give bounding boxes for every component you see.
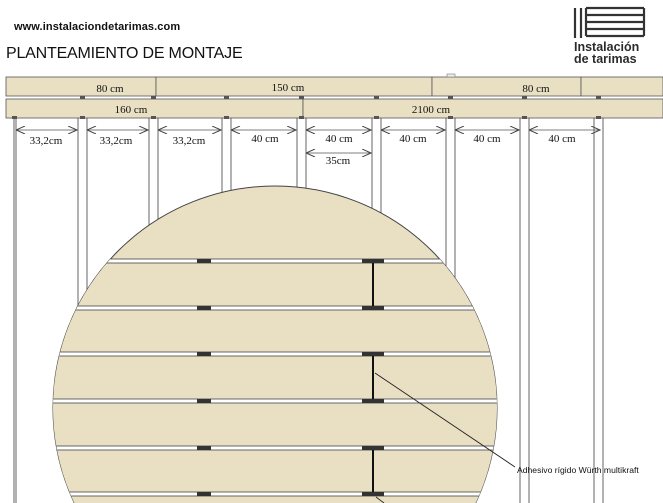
board-label: 160 cm (114, 104, 148, 116)
board-label: 80 cm (522, 83, 550, 95)
board (581, 77, 663, 96)
detail-board (20, 448, 540, 494)
spacing-label: 33,2cm (99, 135, 133, 147)
spacing-label: 40 cm (399, 133, 427, 145)
detail-board (20, 261, 540, 308)
spacing-label: 40 cm (548, 133, 576, 145)
spacing-label: 33,2cm (29, 135, 63, 147)
sub-spacing-label: 35cm (325, 155, 351, 167)
board-label: 150 cm (271, 82, 305, 94)
spacing-label: 33,2cm (172, 135, 206, 147)
board (6, 77, 156, 96)
detail-circle (20, 186, 540, 503)
logo-line-2: de tarimas (574, 52, 637, 66)
spacing-label: 40 cm (251, 133, 279, 145)
spacing-label: 40 cm (473, 133, 501, 145)
board (432, 77, 581, 96)
board-label: 80 cm (96, 83, 124, 95)
page-title: PLANTEAMIENTO DE MONTAJE (6, 45, 243, 62)
board-row-2 (6, 96, 663, 119)
detail-board (20, 308, 540, 354)
spacing-label: 40 cm (325, 133, 353, 145)
board (6, 99, 303, 118)
detail-board (20, 354, 540, 401)
logo-line-1: Instalación (574, 40, 640, 54)
board-label: 2100 cm (411, 104, 451, 116)
board (303, 99, 663, 118)
site-url[interactable]: www.instalaciondetarimas.com (14, 21, 181, 33)
adhesive-annotation: Adhesivo rígido Würth multikraft (517, 465, 639, 475)
detail-board (20, 401, 540, 448)
